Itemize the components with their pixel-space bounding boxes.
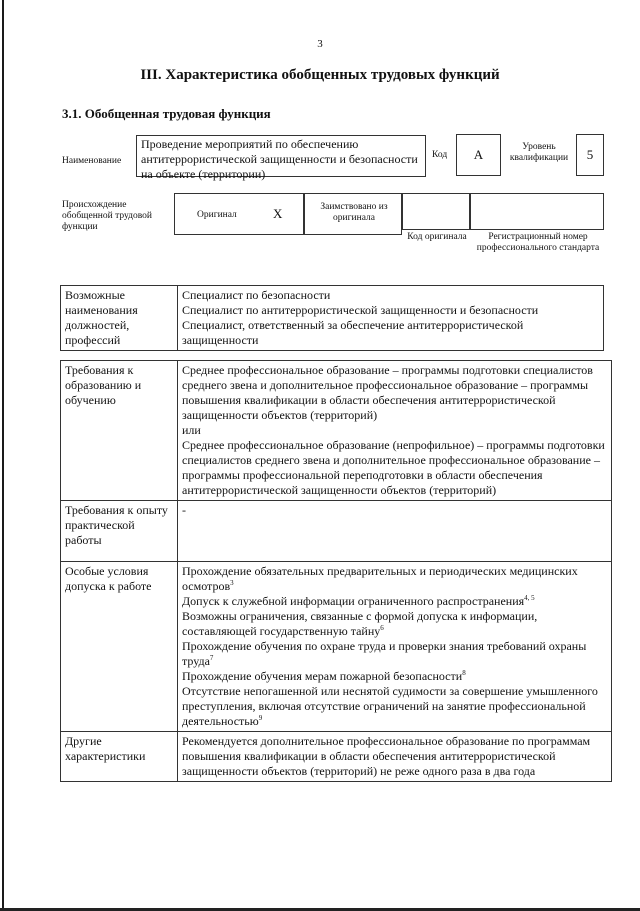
experience-value: - (178, 501, 612, 562)
original-mark: X (273, 206, 283, 221)
special-condition-item: Возможны ограничения, связанные с формой допуска к информации, составляющей государственную тайну$^6$ (182, 609, 538, 638)
education-label: Требования к образованию и обучению (61, 361, 178, 501)
original-box (174, 193, 304, 235)
footnote-ref: 8 (462, 669, 466, 677)
footnote-ref: 9 (258, 714, 263, 722)
special-conditions-values (178, 562, 612, 732)
code-value: А (473, 147, 484, 162)
experience-row (61, 501, 612, 562)
code-original-label: Код оригинала (407, 232, 467, 242)
borrowed-label: Заимствовано из оригинала (320, 202, 388, 223)
borrowed-box (304, 193, 402, 235)
code-value-box (456, 134, 501, 176)
level-value: 5 (586, 147, 594, 162)
function-name-box (136, 135, 426, 181)
position-item: Специалист по антитеррористической защищенности и безопасности (182, 303, 539, 317)
positions-row (61, 286, 604, 351)
subsection-title: 3.1. Обобщенная трудовая функция (62, 106, 271, 121)
section-title: III. Характеристика обобщенных трудовых функций (140, 67, 500, 83)
name-label: Наименование (62, 156, 122, 166)
code-label: Код (432, 150, 448, 160)
other-characteristics-label: Другие характеристики (61, 732, 178, 782)
special-condition-item: Прохождение обучения мерам пожарной безопасности$^8$ (182, 669, 466, 683)
position-item: Специалист, ответственный за обеспечение антитеррористической защищенности (182, 318, 524, 347)
education-row (61, 361, 612, 501)
positions-table (60, 285, 604, 351)
other-characteristics-value: Рекомендуется дополнительное профессиональное образование по программам повышения квалификации в области обеспечения антитеррористической защищенности объектов (территорий) не реже одного раза в два года (178, 732, 612, 782)
education-values (178, 361, 612, 501)
education-or: или (182, 423, 201, 437)
positions-values (178, 286, 604, 351)
original-label: Оригинал (197, 210, 237, 220)
page-number: 3 (317, 38, 323, 50)
origin-label: Происхождение обобщенной трудовой функции (62, 200, 152, 232)
special-conditions-label: Особые условия допуска к работе (61, 562, 178, 732)
experience-label: Требования к опыту практической работы (61, 501, 178, 562)
other-characteristics-row (61, 732, 612, 782)
footnote-ref: 3 (230, 579, 234, 587)
function-name-value: Проведение мероприятий по обеспечению антитеррористической защищенности и безопасности на объекте (территории) (141, 137, 418, 181)
scan-edge (2, 0, 4, 911)
reg-number-label: Регистрационный номер профессионального стандарта (476, 232, 600, 253)
special-condition-item: Прохождение обязательных предварительных и периодических медицинских осмотров$^3$ (182, 564, 578, 593)
footnote-ref: 7 (209, 654, 214, 662)
special-condition-item: Прохождение обучения по охране труда и проверки знания требований охраны труда$^7$ (182, 639, 587, 668)
reg-number-box (470, 193, 604, 230)
positions-label: Возможные наименования должностей, профессий (61, 286, 178, 351)
special-condition-item: Допуск к служебной информации ограниченного распространения$^{4, 5}$ (182, 594, 535, 608)
education-text-1: Среднее профессиональное образование – программы подготовки специалистов среднего звена и дополнительное профессиональное образование – программы повышения квалификации в области обеспечения антитеррористической защищенности объектов (территорий) (182, 363, 593, 422)
code-original-box (402, 193, 470, 230)
position-item: Специалист по безопасности (182, 288, 331, 302)
education-text-2: Среднее профессиональное образование (непрофильное) – программы подготовки специалистов среднего звена и дополнительное профессиональное образование – программы профессиональной переподготовки в области обеспечения антитеррористической защищенности объектов (территорий) (182, 438, 605, 497)
special-condition-item: Отсутствие непогашенной или неснятой судимости за совершение умышленного преступления, включая отсутствие ограничений на занятие профессиональной деятельностью$^9$ (182, 684, 598, 728)
footnote-ref: 6 (380, 624, 384, 632)
level-label: Уровень квалификации (509, 142, 569, 163)
footnote-ref: 4, 5 (524, 594, 535, 602)
level-value-box (576, 134, 604, 176)
requirements-table (60, 360, 612, 782)
special-conditions-row (61, 562, 612, 732)
